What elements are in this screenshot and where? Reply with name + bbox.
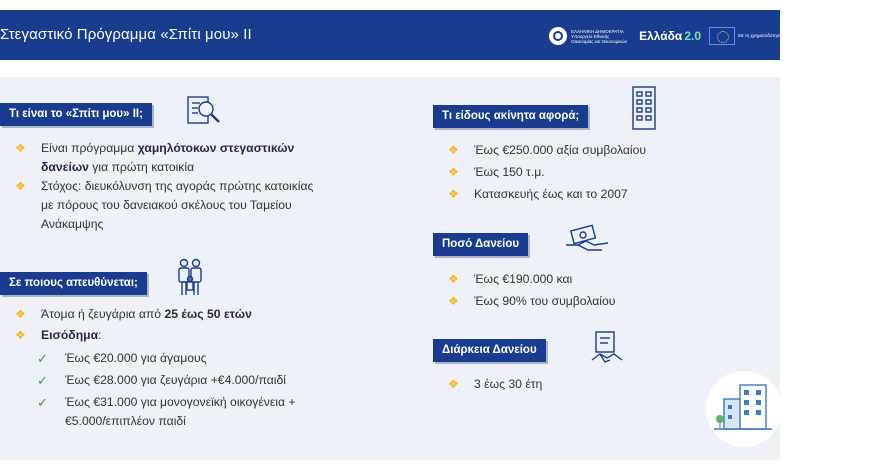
greece-2-0-logo-number: 2.0 [684, 29, 701, 43]
age-range: 25 έως 50 ετών [164, 307, 252, 321]
list-item [448, 290, 748, 312]
section-title-amount: Ποσό Δανείου [433, 233, 528, 256]
list-item [15, 371, 345, 390]
income-colon: : [98, 328, 102, 342]
bullet-icon: ❖ [15, 179, 26, 193]
family-icon [176, 257, 204, 297]
greece-2-0-logo [639, 29, 701, 43]
bullet-icon: ❖ [448, 143, 459, 157]
who-list [15, 305, 345, 431]
list-item [15, 305, 345, 324]
property-item-2: Έως 150 τ.μ. [474, 165, 545, 179]
property-item-3: Κατασκευής έως και το 2007 [474, 187, 628, 201]
list-item [448, 139, 748, 161]
list-item [448, 183, 748, 205]
bullet-icon: ❖ [15, 307, 26, 321]
house-icon [706, 371, 782, 447]
bullet-icon: ❖ [15, 141, 26, 155]
list-item [448, 268, 748, 290]
check-icon: ✓ [37, 373, 48, 388]
income-item-3: Έως €31.000 για μονογονεϊκή οικογένεια +€5.000/επιπλέον παιδί [65, 395, 296, 428]
house-badge [706, 371, 782, 447]
section-title-property: Τι είδους ακίνητα αφορά; [433, 105, 588, 128]
income-item-1: Έως €20.000 για άγαμους [65, 351, 207, 365]
income-label: Εισόδημα [41, 328, 99, 342]
duration-item-1: 3 έως 30 έτη [474, 377, 543, 391]
amount-list [448, 268, 748, 312]
section-title-who: Σε ποιους απευθύνεται; [0, 272, 147, 295]
list-item [15, 349, 345, 368]
logo-strip [549, 24, 873, 48]
list-item [15, 326, 345, 345]
list-item [15, 177, 315, 234]
eu-flag-icon [709, 27, 735, 45]
bullet-icon: ❖ [15, 328, 26, 342]
what-item-1-bold: χαμηλότοκων στεγαστικών δανείων [41, 141, 295, 174]
header-bar [0, 10, 873, 60]
bullet-icon: ❖ [448, 272, 459, 286]
amount-item-2: Έως 90% του συμβολαίου [474, 294, 616, 308]
eu-funding-text: Με τη χρηματοδότηση της Ευρωπαϊκής Ένωσης NextGenerationEU [738, 33, 873, 39]
section-title-what: Τι είναι το «Σπίτι μου» ΙΙ; [0, 103, 152, 126]
amount-item-1: Έως €190.000 και [474, 272, 573, 286]
property-item-1: Έως €250.000 αξία συμβολαίου [474, 143, 647, 157]
bullet-icon: ❖ [448, 187, 459, 201]
page-title: Στεγαστικό Πρόγραμμα «Σπίτι μου» ΙΙ [0, 26, 252, 43]
age-text: Άτομα ή ζευγάρια από [41, 307, 165, 321]
what-list [15, 139, 315, 234]
hellenic-republic-logo [549, 27, 631, 45]
income-item-2: Έως €28.000 για ζευγάρια +€4.000/παιδί [65, 373, 286, 387]
building-icon [630, 85, 658, 131]
money-hand-icon [564, 225, 610, 255]
seal-icon [549, 27, 567, 45]
what-item-1-post: για πρώτη κατοικία [88, 160, 195, 174]
list-item [15, 139, 315, 177]
eu-funding-logo [709, 27, 873, 45]
bullet-icon: ❖ [448, 377, 459, 391]
document-search-icon [186, 95, 222, 127]
what-item-2-text: Στόχος: διευκόλυνση της αγοράς πρώτης κατοικίας με πόρους του δανειακού σκέλους του Ταμείου Ανάκαμψης [41, 179, 314, 231]
greece-2-0-logo-word: Ελλάδα [639, 29, 683, 43]
contract-handshake-icon [590, 330, 624, 366]
hellenic-republic-logo-text: ΕΛΛΗΝΙΚΗ ΔΗΜΟΚΡΑΤΙΑ Υπουργείο Εθνικής Οικονομίας και Οικονομικών [571, 28, 628, 44]
bullet-icon: ❖ [448, 294, 459, 308]
list-item [15, 393, 315, 431]
what-item-1-text: Είναι πρόγραμμα [41, 141, 138, 155]
duration-list [448, 373, 748, 395]
list-item [448, 161, 748, 183]
list-item [448, 373, 748, 395]
check-icon: ✓ [37, 395, 48, 410]
bullet-icon: ❖ [448, 165, 459, 179]
property-list [448, 139, 748, 205]
section-title-duration: Διάρκεια Δανείου [433, 339, 546, 362]
check-icon: ✓ [37, 351, 48, 366]
